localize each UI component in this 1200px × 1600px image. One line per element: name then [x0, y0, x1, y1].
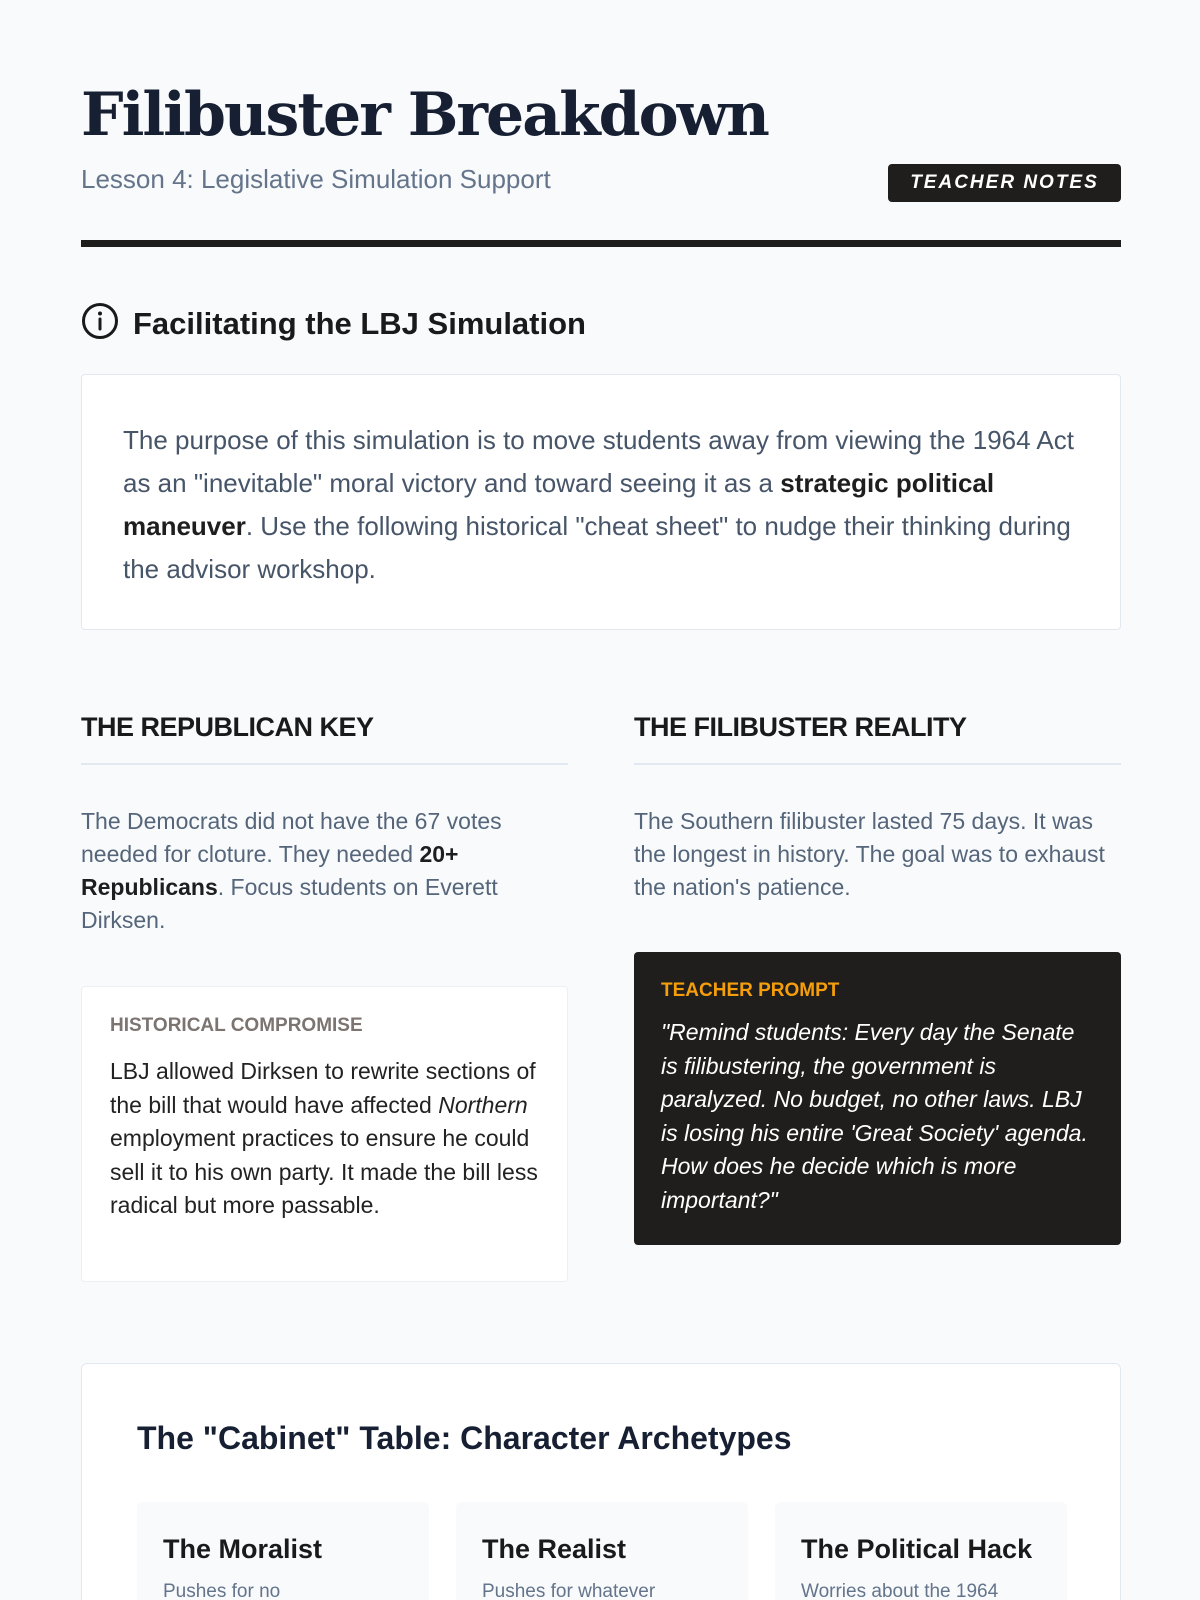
cabinet-heading: The "Cabinet" Table: Character Archetypes — [137, 1420, 792, 1456]
intro-section-header — [81, 302, 586, 345]
intro-text — [123, 419, 1084, 591]
archetype-description: Worries about the 1964 — [801, 1581, 999, 1600]
compromise-text-part-2: employment practices to ensure he could sell it to his own party. It made the bill less radical but more passable. — [110, 1125, 538, 1218]
intro-box — [81, 374, 1121, 630]
republican-key-column — [81, 712, 568, 937]
compromise-text-italic: Northern — [438, 1091, 528, 1118]
archetype-title: The Political Hack — [801, 1534, 1033, 1564]
intro-text-part-2: . Use the following historical "cheat sheet" to nudge their thinking during the advisor workshop. — [123, 511, 1071, 584]
intro-heading: Facilitating the LBJ Simulation — [133, 305, 586, 341]
teacher-prompt-text: "Remind students: Every day the Senate is filibustering, the government is paralyzed. No budget, no other laws. LBJ is losing his entire 'Great Society' agenda. How does he decide which is more important?" — [661, 1019, 1088, 1213]
page-title: Filibuster Breakdown — [81, 80, 768, 150]
filibuster-reality-text: The Southern filibuster lasted 75 days. It was the longest in history. The goal was to exhaust the nation's patience. — [634, 808, 1105, 900]
archetype-card-realist — [456, 1502, 748, 1600]
intro-text-part-1: The purpose of this simulation is to move students away from viewing the 1964 Act as an "inevitable" moral victory and toward seeing it as a — [123, 425, 1074, 498]
cabinet-table-section — [81, 1363, 1121, 1600]
teacher-prompt-card — [634, 952, 1121, 1245]
info-circle-icon — [81, 302, 119, 345]
republican-key-text-part-2: . Focus students on Everett Dirksen. — [81, 874, 498, 933]
page-subtitle: Lesson 4: Legislative Simulation Support — [81, 164, 551, 194]
archetype-card-moralist — [137, 1502, 429, 1600]
compromise-label: HISTORICAL COMPROMISE — [110, 1015, 363, 1036]
filibuster-reality-column — [634, 712, 1121, 904]
archetype-card-political-hack — [775, 1502, 1067, 1600]
archetype-description: Pushes for no — [163, 1581, 281, 1600]
republican-key-text-bold: 20+ Republicans — [81, 841, 459, 900]
header-divider — [81, 240, 1121, 247]
filibuster-reality-heading: THE FILIBUSTER REALITY — [634, 712, 1121, 765]
teacher-prompt-label: TEACHER PROMPT — [661, 980, 840, 1001]
archetype-description: Pushes for whatever — [482, 1581, 656, 1600]
republican-key-heading: THE REPUBLICAN KEY — [81, 712, 568, 765]
compromise-text — [110, 1055, 540, 1223]
intro-text-bold: strategic political maneuver — [123, 468, 995, 541]
teacher-notes-badge: TEACHER NOTES — [888, 164, 1121, 202]
archetype-title: The Realist — [482, 1534, 627, 1564]
compromise-text-part-1: LBJ allowed Dirksen to rewrite sections of the bill that would have affected — [110, 1058, 536, 1118]
republican-key-text-part-1: The Democrats did not have the 67 votes needed for cloture. They needed — [81, 808, 502, 867]
archetype-title: The Moralist — [163, 1534, 323, 1564]
republican-key-text — [81, 805, 568, 937]
historical-compromise-card — [81, 986, 568, 1282]
